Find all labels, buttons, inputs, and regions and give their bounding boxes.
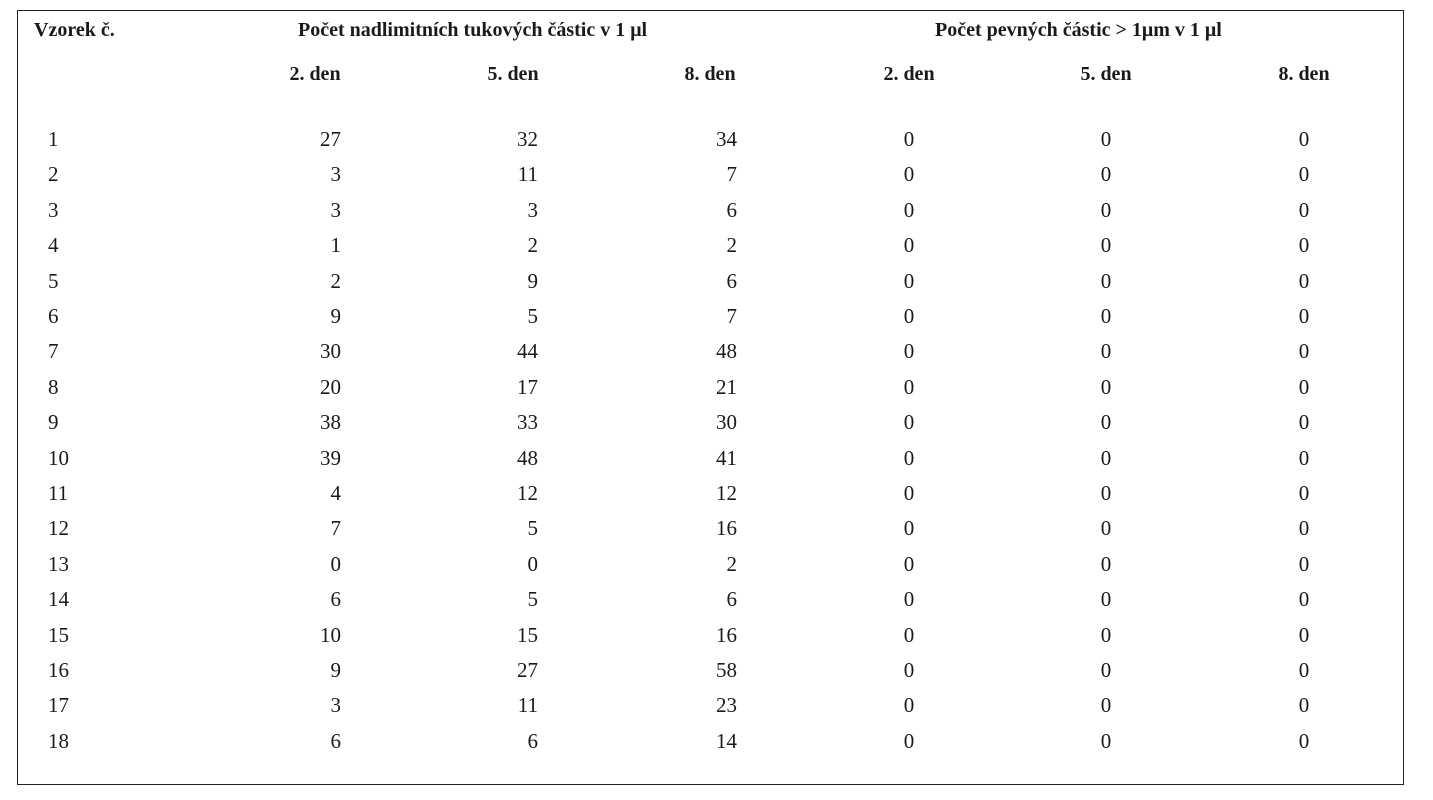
cell-fat-day-5: 9 bbox=[527, 268, 538, 293]
cell-sample-number: 8 bbox=[48, 374, 59, 399]
cell-solid-day-2: 0 bbox=[903, 304, 915, 328]
cell-solid-day-8: 0 bbox=[1298, 268, 1310, 293]
subheader-fat-day-5: 5. den bbox=[487, 63, 539, 85]
cell-fat-day-5: 27 bbox=[517, 658, 538, 682]
cell-solid-day-8: 0 bbox=[1298, 197, 1310, 222]
cell-fat-day-5: 12 bbox=[517, 481, 538, 505]
cell-sample-number: 11 bbox=[48, 481, 69, 505]
cell-solid-day-8: 0 bbox=[1298, 233, 1310, 258]
cell-solid-day-2: 0 bbox=[903, 127, 915, 151]
cell-solid-day-8: 0 bbox=[1298, 374, 1310, 399]
cell-sample-number: 1 bbox=[48, 127, 59, 151]
cell-fat-day-2: 3 bbox=[330, 162, 341, 187]
cell-fat-day-2: 9 bbox=[330, 304, 341, 328]
cell-sample-number: 7 bbox=[48, 339, 59, 364]
cell-fat-day-8: 2 bbox=[726, 233, 737, 258]
cell-solid-day-8: 0 bbox=[1298, 551, 1310, 576]
cell-solid-day-2: 0 bbox=[903, 410, 915, 435]
cell-fat-day-8: 21 bbox=[716, 374, 737, 399]
cell-solid-day-5: 0 bbox=[1100, 268, 1112, 293]
cell-solid-day-8: 0 bbox=[1298, 445, 1310, 470]
cell-solid-day-8: 0 bbox=[1298, 516, 1310, 541]
cell-solid-day-2: 0 bbox=[903, 728, 915, 753]
cell-fat-day-8: 48 bbox=[716, 339, 737, 364]
cell-fat-day-8: 41 bbox=[716, 445, 737, 470]
cell-fat-day-5: 11 bbox=[517, 162, 538, 187]
cell-fat-day-5: 2 bbox=[527, 233, 538, 258]
cell-solid-day-5: 0 bbox=[1100, 728, 1112, 753]
cell-solid-day-5: 0 bbox=[1100, 197, 1112, 222]
cell-fat-day-8: 6 bbox=[726, 197, 737, 222]
cell-fat-day-5: 0 bbox=[527, 551, 538, 576]
cell-fat-day-2: 38 bbox=[320, 410, 341, 435]
cell-fat-day-2: 6 bbox=[330, 728, 341, 753]
subheader-fat-day-8: 8. den bbox=[684, 63, 736, 85]
cell-sample-number: 6 bbox=[48, 304, 59, 328]
cell-fat-day-5: 15 bbox=[517, 622, 538, 647]
cell-fat-day-2: 30 bbox=[320, 339, 341, 364]
cell-fat-day-2: 1 bbox=[330, 233, 341, 258]
cell-solid-day-8: 0 bbox=[1298, 304, 1310, 328]
cell-solid-day-8: 0 bbox=[1298, 481, 1310, 505]
cell-solid-day-5: 0 bbox=[1100, 622, 1112, 647]
cell-solid-day-8: 0 bbox=[1298, 693, 1310, 718]
cell-sample-number: 3 bbox=[48, 197, 59, 222]
cell-solid-day-5: 0 bbox=[1100, 127, 1112, 151]
cell-solid-day-2: 0 bbox=[903, 197, 915, 222]
cell-solid-day-2: 0 bbox=[903, 374, 915, 399]
cell-solid-day-2: 0 bbox=[903, 445, 915, 470]
cell-sample-number: 2 bbox=[48, 162, 59, 187]
cell-solid-day-2: 0 bbox=[903, 233, 915, 258]
cell-fat-day-5: 3 bbox=[527, 197, 538, 222]
cell-fat-day-2: 20 bbox=[320, 374, 341, 399]
cell-sample-number: 10 bbox=[48, 445, 69, 470]
subheader-solid-day-8: 8. den bbox=[1278, 63, 1330, 85]
cell-solid-day-8: 0 bbox=[1298, 622, 1310, 647]
cell-fat-day-5: 11 bbox=[517, 693, 538, 718]
table-frame bbox=[17, 10, 1404, 785]
cell-solid-day-5: 0 bbox=[1100, 339, 1112, 364]
cell-solid-day-8: 0 bbox=[1298, 339, 1310, 364]
cell-solid-day-8: 0 bbox=[1298, 728, 1310, 753]
cell-sample-number: 14 bbox=[48, 587, 69, 612]
cell-fat-day-5: 33 bbox=[517, 410, 538, 435]
cell-solid-day-2: 0 bbox=[903, 693, 915, 718]
cell-sample-number: 4 bbox=[48, 233, 59, 258]
header-sample-number: Vzorek č. bbox=[34, 19, 115, 41]
cell-fat-day-8: 14 bbox=[716, 728, 737, 753]
cell-solid-day-2: 0 bbox=[903, 587, 915, 612]
cell-solid-day-2: 0 bbox=[903, 339, 915, 364]
cell-fat-day-2: 3 bbox=[330, 197, 341, 222]
cell-solid-day-5: 0 bbox=[1100, 304, 1112, 328]
cell-fat-day-2: 27 bbox=[320, 127, 341, 151]
cell-fat-day-8: 16 bbox=[716, 516, 737, 541]
cell-fat-day-2: 10 bbox=[320, 622, 341, 647]
header-group-solid-particles: Počet pevných částic > 1μm v 1 μl bbox=[935, 19, 1222, 41]
cell-sample-number: 12 bbox=[48, 516, 69, 541]
cell-solid-day-2: 0 bbox=[903, 551, 915, 576]
header-group-fat-particles: Počet nadlimitních tukových částic v 1 μl bbox=[298, 19, 648, 41]
cell-fat-day-2: 0 bbox=[330, 551, 341, 576]
cell-solid-day-8: 0 bbox=[1298, 587, 1310, 612]
cell-solid-day-2: 0 bbox=[903, 516, 915, 541]
cell-solid-day-5: 0 bbox=[1100, 162, 1112, 187]
cell-solid-day-5: 0 bbox=[1100, 445, 1112, 470]
cell-fat-day-8: 34 bbox=[716, 127, 737, 151]
cell-solid-day-5: 0 bbox=[1100, 233, 1112, 258]
cell-solid-day-8: 0 bbox=[1298, 127, 1310, 151]
cell-sample-number: 16 bbox=[48, 658, 69, 682]
cell-fat-day-8: 12 bbox=[716, 481, 737, 505]
cell-fat-day-8: 16 bbox=[716, 622, 737, 647]
cell-solid-day-2: 0 bbox=[903, 658, 915, 682]
cell-solid-day-5: 0 bbox=[1100, 658, 1112, 682]
cell-solid-day-5: 0 bbox=[1100, 374, 1112, 399]
cell-fat-day-2: 3 bbox=[330, 693, 341, 718]
cell-sample-number: 18 bbox=[48, 728, 69, 753]
cell-solid-day-8: 0 bbox=[1298, 162, 1310, 187]
cell-sample-number: 13 bbox=[48, 551, 69, 576]
cell-sample-number: 15 bbox=[48, 622, 69, 647]
cell-solid-day-8: 0 bbox=[1298, 658, 1310, 682]
subheader-fat-day-2: 2. den bbox=[289, 63, 341, 85]
cell-fat-day-2: 9 bbox=[330, 658, 341, 682]
cell-sample-number: 9 bbox=[48, 410, 59, 435]
cell-fat-day-5: 5 bbox=[527, 516, 538, 541]
cell-fat-day-2: 4 bbox=[330, 481, 341, 505]
cell-fat-day-5: 48 bbox=[517, 445, 538, 470]
cell-solid-day-2: 0 bbox=[903, 268, 915, 293]
cell-fat-day-8: 58 bbox=[716, 658, 737, 682]
cell-fat-day-2: 2 bbox=[330, 268, 341, 293]
cell-fat-day-8: 6 bbox=[726, 268, 737, 293]
cell-solid-day-5: 0 bbox=[1100, 481, 1112, 505]
cell-fat-day-8: 7 bbox=[726, 304, 737, 328]
cell-solid-day-5: 0 bbox=[1100, 410, 1112, 435]
cell-solid-day-8: 0 bbox=[1298, 410, 1310, 435]
cell-fat-day-5: 5 bbox=[527, 587, 538, 612]
cell-sample-number: 5 bbox=[48, 268, 59, 293]
subheader-solid-day-5: 5. den bbox=[1080, 63, 1132, 85]
cell-solid-day-5: 0 bbox=[1100, 516, 1112, 541]
cell-fat-day-8: 2 bbox=[726, 551, 737, 576]
cell-fat-day-5: 6 bbox=[527, 728, 538, 753]
cell-fat-day-5: 44 bbox=[517, 339, 538, 364]
cell-sample-number: 17 bbox=[48, 693, 69, 718]
cell-fat-day-2: 7 bbox=[330, 516, 341, 541]
cell-fat-day-2: 39 bbox=[320, 445, 341, 470]
cell-fat-day-8: 7 bbox=[726, 162, 737, 187]
cell-solid-day-2: 0 bbox=[903, 162, 915, 187]
cell-solid-day-5: 0 bbox=[1100, 587, 1112, 612]
cell-fat-day-2: 6 bbox=[330, 587, 341, 612]
cell-fat-day-5: 5 bbox=[527, 304, 538, 328]
cell-fat-day-8: 23 bbox=[716, 693, 737, 718]
subheader-solid-day-2: 2. den bbox=[883, 63, 935, 85]
cell-solid-day-5: 0 bbox=[1100, 693, 1112, 718]
cell-fat-day-8: 30 bbox=[716, 410, 737, 435]
cell-solid-day-2: 0 bbox=[903, 622, 915, 647]
cell-fat-day-8: 6 bbox=[726, 587, 737, 612]
cell-fat-day-5: 17 bbox=[517, 374, 538, 399]
cell-fat-day-5: 32 bbox=[517, 127, 538, 151]
cell-solid-day-2: 0 bbox=[903, 481, 915, 505]
cell-solid-day-5: 0 bbox=[1100, 551, 1112, 576]
